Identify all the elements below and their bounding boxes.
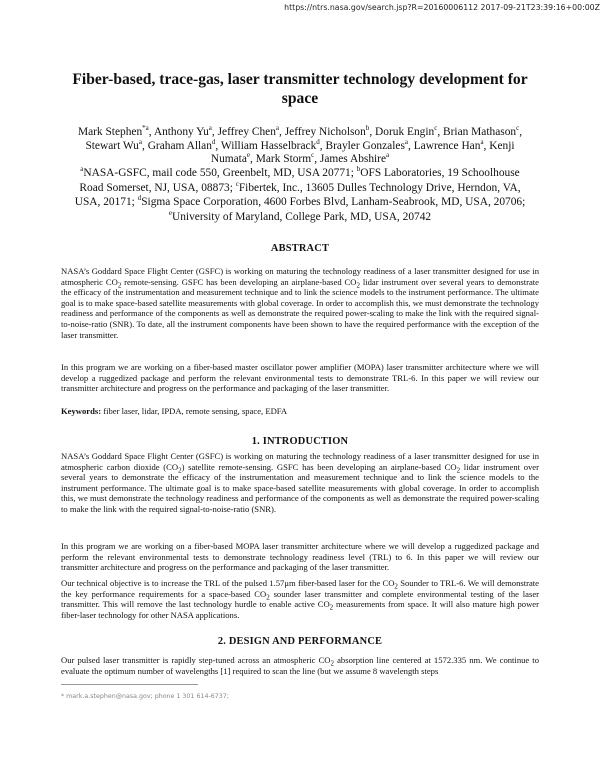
author-name: Jeffrey Chen (217, 126, 276, 138)
keywords: Keywords: fiber laser, lidar, IPDA, remote sensing, space, EDFA (61, 406, 288, 416)
title-line-2: space (281, 90, 319, 107)
author-affiliation-mark: d (211, 137, 216, 146)
author-separator: , (148, 126, 154, 138)
author-separator: , (519, 126, 523, 138)
author-separator: , (215, 139, 221, 152)
author-name: Jeffrey Nicholson (284, 126, 366, 138)
introduction-paragraph-3: Our technical objective is to increase the TRL of the pulsed 1.57μm fiber-based laser for the $CO_2$ Sounder to TRL-6. We will demonstrate the key performance requirements for a space-based $CO_2$ sounder laser transmitter and complete environmental testing of the laser transmitter. This will remove the last technology hurdle to enable active $CO_2$ measurements from space. It will also mature high power fiber-laser technology for other NASA applications. (61, 578, 539, 620)
author-affiliation-mark: c (434, 124, 438, 133)
author-name: Anthony Yu (153, 126, 209, 138)
author-affiliation-mark: c (516, 124, 520, 133)
author-separator: , (369, 126, 376, 138)
author-separator: , (483, 139, 490, 152)
author-separator: , (141, 139, 148, 152)
author-affiliation-mark: e (246, 151, 251, 160)
paper-title (44, 70, 556, 108)
author-affiliation-mark: d (316, 137, 320, 146)
source-url[interactable]: https://ntrs.nasa.gov/search.jsp?R=20160006112 2017-09-21T23:39:16+00:00Z (284, 2, 600, 12)
author-name: Graham Allan (147, 139, 212, 152)
author-name: Stewart Wu (85, 139, 139, 152)
affiliation-line-3: USA, 20171; $^d$Sigma Space Corporation, 4600 Forbes Blvd, Lanham-Seabrook, MD, USA, 20706; (74, 194, 526, 208)
author-name: Lawrence Han (413, 139, 481, 152)
author-affiliation-mark: a (480, 137, 484, 146)
author-name: Mark Stephen (77, 126, 143, 138)
author-affiliation-mark: a (275, 124, 280, 133)
abstract-paragraph-2: In this program we are working on a fiber-based master oscillator power amplifier (MOPA) laser transmitter architecture where we will develop a ruggedized package and perform the relevant environmental tests to demonstrate TRL-6. In this paper we will review our transmitter architecture and progress on the performance and packaging of the laser transmitter. (61, 362, 539, 394)
author-name: Doruk Engin (375, 126, 435, 138)
author-affiliation-mark: c (311, 151, 315, 160)
author-list (50, 126, 550, 167)
design-heading: 2. DESIGN AND PERFORMANCE (217, 636, 383, 647)
abstract-paragraph-1: NASA’s Goddard Space Flight Center (GSFC) is working on maturing the technology readiness of a laser transmitter designed for use in atmospheric $CO_2$ remote-sensing. GSFC has been developing an airplane-based $CO_2$ lidar instrument over several years to demonstrate the efficacy of the instrumentation and measurement technique and to link the science models to the instrument performance. The ultimate goal is to make space-based satellite measurements with global coverage. In order to accomplish this, we must demonstrate the technology readiness and performance of the components as well as demonstrate the required power-scaling to make the link with the required signal-to-noise-ratio (SNR). To date, all the instrument components have been shown to have the required performance with the exception of the laser transmitter. (61, 266, 539, 340)
author-line-1 (50, 126, 550, 140)
affiliation-line-1: $^a$NASA-GSFC, mail code 550, Greenbelt, MD, USA 20771; $^b$OFS Laboratories, 19 Schoolhouse (80, 165, 520, 179)
author-affiliation-mark: a (138, 137, 142, 146)
footnote-divider (61, 684, 198, 685)
abstract-heading: ABSTRACT (270, 243, 330, 254)
design-paragraph-1: Our pulsed laser transmitter is rapidly step-tuned across an atmospheric $CO_2$ absorption line centered at 1572.335 nm. We continue to evaluate the optimum number of wavelengths [1] required to scan the line (but we assume 8 wavelength steps (61, 655, 539, 676)
author-affiliation-mark: a (386, 151, 390, 160)
author-line-2 (50, 137, 550, 154)
introduction-paragraph-1: NASA’s Goddard Space Flight Center (GSFC) is working on maturing the technology readiness of a laser transmitter designed for use in atmospheric carbon dioxide $(CO_2)$ satellite remote-sensing. GSFC has been developing an airplane-based $CO_2$ lidar instrument over several years to demonstrate the efficacy of the instrumentation and measurement technique and to link the science models to the instrument performance. The ultimate goal is to make space-based satellite measurements with global coverage. In order to accomplish this, we must demonstrate the technology readiness and performance of the components as well as demonstrate the required power-scaling to make the link with the required signal-to-noise-ratio (SNR). (61, 451, 539, 514)
author-affiliation-mark: b (365, 124, 370, 133)
author-line-3 (50, 153, 550, 167)
author-separator: , (314, 153, 320, 165)
author-separator: , (319, 139, 326, 152)
author-name: Brayler Gonzales (325, 139, 405, 152)
author-name: Kenji (489, 139, 515, 152)
corresponding-author-footnote: * mark.a.stephen@nasa.gov; phone 1 301 614-6737; (61, 693, 229, 700)
author-name: James Abshire (319, 153, 387, 165)
introduction-heading: 1. INTRODUCTION (251, 436, 349, 447)
author-separator: , (250, 153, 256, 165)
author-name: Numata (210, 153, 247, 165)
author-separator: , (279, 126, 285, 138)
affiliations (50, 166, 550, 224)
author-affiliation-mark: a (208, 124, 212, 133)
author-name: Mark Storm (255, 153, 312, 165)
title-line-1: Fiber-based, trace-gas, laser transmitter technology development for (72, 71, 528, 88)
introduction-paragraph-2: In this program we are working on a fiber-based MOPA laser transmitter architecture where we will develop a ruggedized package and perform the relevant environmental tests to demonstrate technology readiness level (TRL) to 6. In this paper we will review our transmitter architecture and progress on the performance and packaging of the laser transmitter. (61, 541, 539, 573)
author-name: William Hasselbrack (220, 139, 317, 152)
author-affiliation-mark: *a (142, 124, 149, 133)
source-url-bar (282, 0, 600, 14)
author-separator: , (408, 139, 414, 152)
affiliation-line-2: Road Somerset, NJ, USA, 08873; $^c$Fibertek, Inc., 13605 Dulles Technology Drive, Herndon, VA, (79, 179, 521, 194)
author-separator: , (437, 126, 444, 138)
author-affiliation-mark: a (404, 137, 408, 146)
affiliation-line-4: $^e$University of Maryland, College Park, MD, USA, 20742 (168, 208, 432, 223)
author-separator: , (211, 126, 218, 138)
author-name: Brian Mathason (443, 126, 517, 138)
